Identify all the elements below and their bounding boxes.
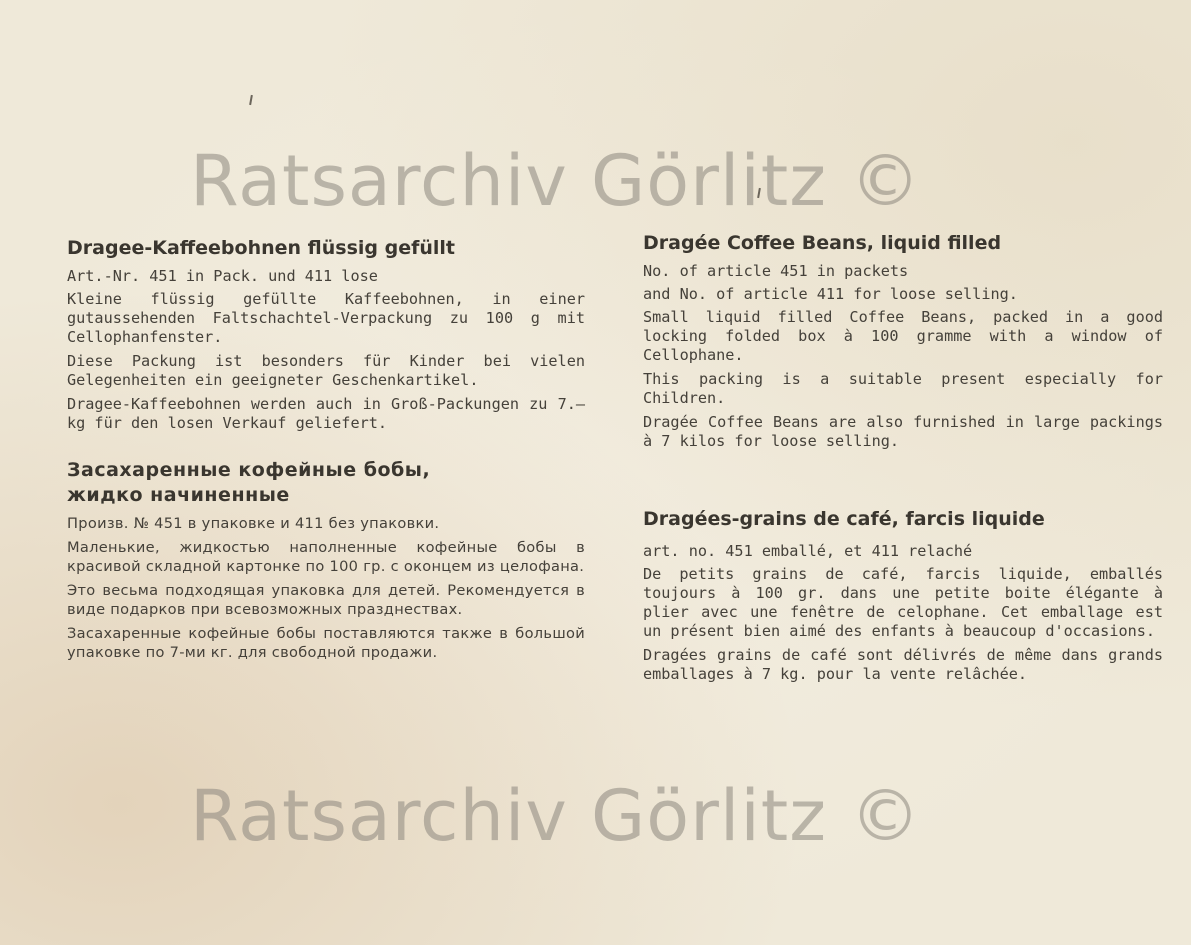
english-article-line2: and No. of article 411 for loose selling. [643,285,1018,303]
russian-section [67,458,585,667]
english-article-line1: No. of article 451 in packets [643,262,909,280]
german-section [67,236,585,438]
german-article-number: Art.-Nr. 451 in Pack. und 411 lose [67,267,378,285]
german-paragraph: Diese Packung ist besonders für Kinder bei vielen Gelegenheiten ein geeigneter Geschenkartikel. [67,352,585,389]
french-heading: Dragées-grains de café, farcis liquide [643,508,1045,530]
english-paragraph: This packing is a suitable present especially for Children. [643,370,1163,407]
german-paragraph: Kleine flüssig gefüllte Kaffeebohnen, in einer gutaussehenden Faltschachtel-Verpackung zu 100 g mit Cellophanfenster. [67,290,585,346]
english-section [643,231,1163,456]
russian-heading-line2: жидко начиненные [67,484,290,506]
english-paragraph: Dragée Coffee Beans are also furnished in large packings à 7 kilos for loose selling. [643,413,1163,450]
watermark-top: Ratsarchiv Görlitz © [190,140,922,222]
russian-paragraph: Маленькие, жидкостью наполненные кофейные бобы в красивой складной картонке по 100 гр. с оконцем из целофана. [67,539,585,575]
french-section [643,507,1163,689]
german-heading: Dragee-Kaffeebohnen flüssig gefüllt [67,237,456,259]
english-heading: Dragée Coffee Beans, liquid filled [643,232,1002,254]
paper-speck [249,95,253,105]
watermark-bottom: Ratsarchiv Görlitz © [190,775,922,857]
russian-paragraph: Засахаренные кофейные бобы поставляются также в большой упаковке по 7-ми кг. для свободной продажи. [67,625,585,661]
french-paragraph: Dragées grains de café sont délivrés de même dans grands emballages à 7 kg. pour la vente relâchée. [643,646,1163,683]
german-paragraph: Dragee-Kaffeebohnen werden auch in Groß-Packungen zu 7.— kg für den losen Verkauf geliefert. [67,395,585,432]
french-article-number: art. no. 451 emballé, et 411 relaché [643,542,973,560]
english-paragraph: Small liquid filled Coffee Beans, packed in a good locking folded box à 100 gramme with a window of Cellophane. [643,308,1163,364]
russian-paragraph: Это весьма подходящая упаковка для детей. Рекомендуется в виде подарков при всевозможных празднествах. [67,582,585,618]
french-paragraph: De petits grains de café, farcis liquide, emballés toujours à 100 gr. dans une petite boite élégante à plier avec une fenêtre de celophane. Cet emballage est un présent bien aimé des enfants à beaucoup d'occasions. [643,565,1163,640]
russian-article-number: Произв. № 451 в упаковке и 411 без упаковки. [67,515,440,532]
russian-heading-line1: Засахаренные кофейные бобы, [67,459,431,481]
